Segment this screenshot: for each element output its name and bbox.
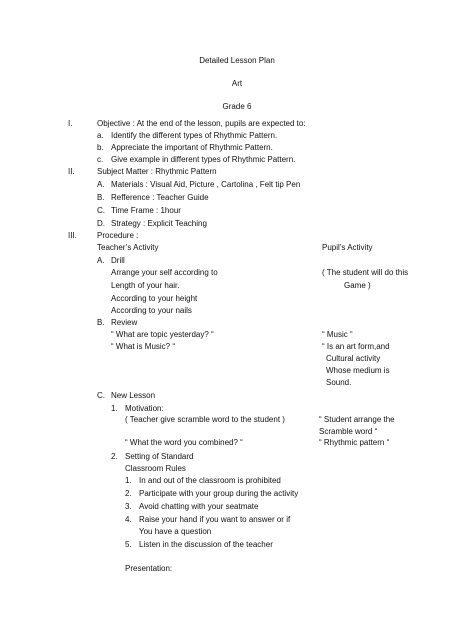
drill-line: Arrange your self according to [111,268,218,277]
rule-item: Listen in the discussion of the teacher [139,540,273,549]
subject-marker-d: D. [97,219,105,228]
motivation-pupil-response: Scramble word “ [319,427,378,436]
rule-item: Avoid chatting with your seatmate [139,502,259,511]
motivation-pupil-response: “ Student arrange the [319,415,395,424]
document-title: Detailed Lesson Plan [199,56,275,65]
rule-item: Raise your hand if you want to answer or if [139,515,291,524]
drill-pupil-response: Game ) [344,281,371,290]
objective-item: Give example in different types of Rhythmic Pattern. [111,155,296,164]
review-question: “ What are topic yesterday? “ [111,330,214,339]
subject-item: Time Frame : 1hour [111,206,181,215]
subject-heading: Art [231,79,243,88]
new-lesson-title: New Lesson [111,391,156,400]
objective-heading: Objective : At the end of the lesson, pupils are expected to: [97,119,306,128]
review-answer: “ Music “ [322,330,353,339]
rule-marker: 2. [125,489,132,498]
motivation-line: “ What the word you combined? “ [125,438,243,447]
motivation-marker: 1. [111,404,118,413]
rule-item: Participate with your group during the activity [139,489,299,498]
drill-line: Length of your hair. [111,281,180,290]
subject-matter-heading: Subject Matter : Rhythmic Pattern [97,167,217,176]
drill-line: According to your height [111,294,198,303]
objective-marker-c: c. [97,155,104,164]
review-answer: Cultural activity [326,354,381,363]
rule-marker: 1. [125,476,132,485]
standard-subtitle: Classroom Rules [125,464,186,473]
drill-marker: A. [97,256,105,265]
drill-pupil-response: ( The student will do this [322,268,409,277]
procedure-heading: Procedure : [97,231,139,240]
subject-marker-c: C. [97,206,105,215]
teacher-column-heading: Teacher’s Activity [97,243,159,252]
grade-heading: Grade 6 [222,102,252,111]
standard-title: Setting of Standard [125,452,194,461]
new-lesson-marker: C. [97,391,105,400]
rule-item-continued: You have a question [139,527,212,536]
subject-item: Strategy : Explicit Teaching [111,219,207,228]
rule-marker: 4. [125,515,132,524]
subject-marker-a: A. [97,180,105,189]
section-numeral-2: II. [68,167,75,176]
motivation-line: ( Teacher give scramble word to the student ) [125,415,285,424]
drill-title: Drill [111,256,125,265]
pupil-column-heading: Pupil’s Activity [322,243,373,252]
review-question: “ What is Music? “ [111,342,176,351]
objective-marker-b: b. [97,143,104,152]
objective-item: Appreciate the important of Rhythmic Pattern. [111,143,273,152]
review-answer: Sound. [326,378,352,387]
review-answer: “ Is an art form,and [322,342,390,351]
objective-item: Identify the different types of Rhythmic Pattern. [111,131,278,140]
motivation-pupil-response: “ Rhythmic pattern “ [319,438,390,447]
review-answer: Whose medium is [326,366,390,375]
section-numeral-3: III. [68,231,77,240]
section-numeral-1: I. [68,119,73,128]
objective-marker-a: a. [97,131,104,140]
rule-marker: 3. [125,502,132,511]
review-marker: B. [97,318,105,327]
rule-item: In and out of the classroom is prohibited [139,476,281,485]
drill-line: According to your nails [111,306,192,315]
motivation-title: Motivation: [125,404,164,413]
subject-item: Refference : Teacher Guide [111,193,209,202]
standard-marker: 2. [111,452,118,461]
rule-marker: 5. [125,540,132,549]
review-title: Review [111,318,138,327]
subject-item: Materials : Visual Aid, Picture , Cartolina , Felt tip Pen [111,180,301,189]
presentation-heading: Presentation: [125,564,173,573]
subject-marker-b: B. [97,193,105,202]
